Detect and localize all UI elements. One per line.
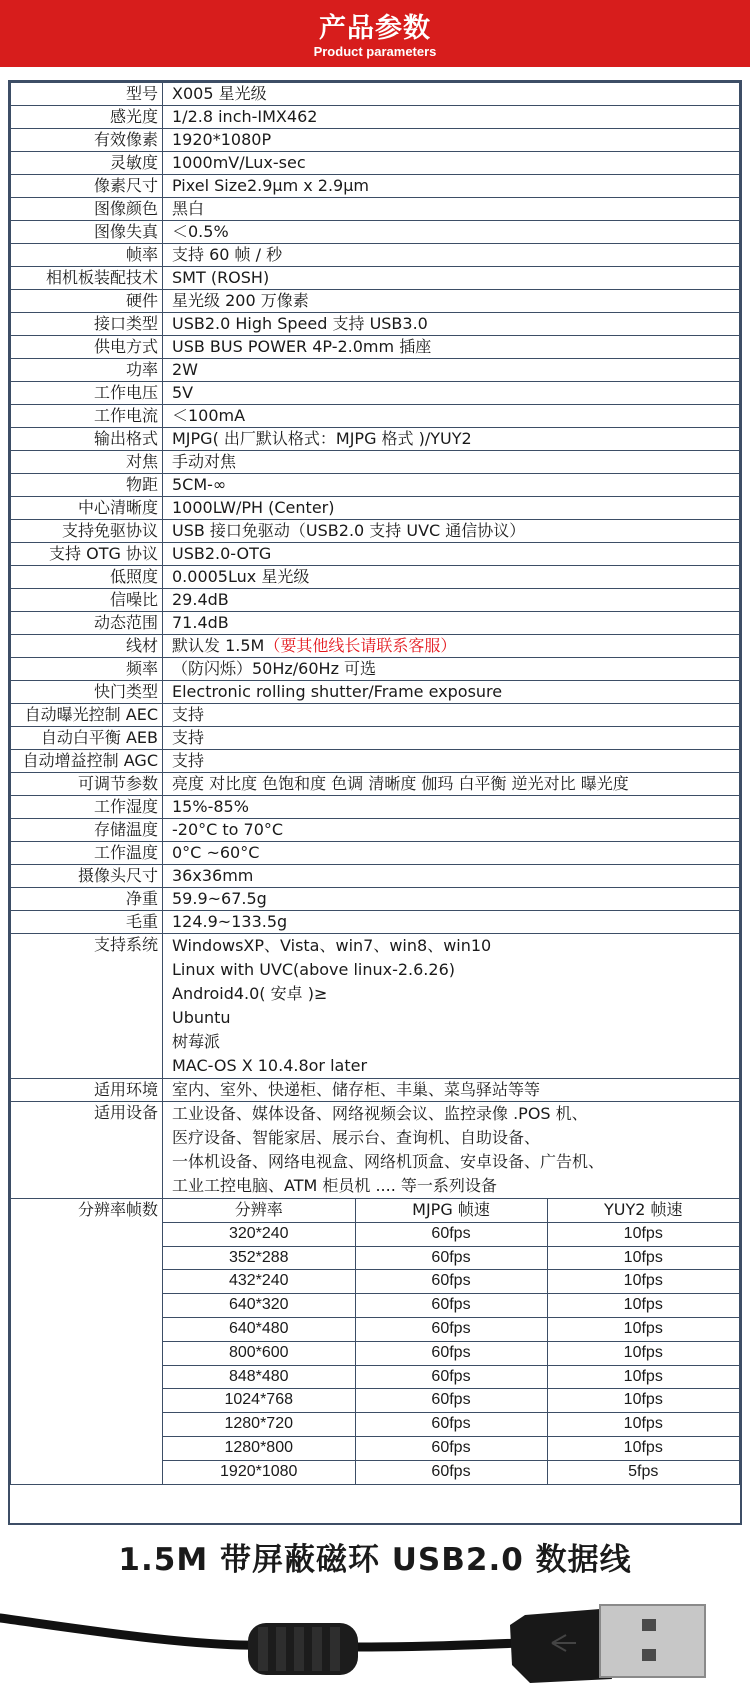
systems-line: Android4.0( 安卓 )≥: [172, 984, 328, 1003]
resolution-cell-value: 60fps: [355, 1270, 547, 1294]
resolution-cell-value: 1280*800: [163, 1436, 355, 1460]
resolution-header: 分辨率: [163, 1199, 355, 1222]
spec-row: [11, 773, 740, 796]
spec-row: [11, 589, 740, 612]
spec-label: 图像颜色: [11, 198, 163, 221]
spec-row: [11, 727, 740, 750]
resolution-cell-value: 60fps: [355, 1460, 547, 1483]
spec-value-text: USB 接口免驱动（USB2.0 支持 UVC 通信协议）: [172, 521, 526, 540]
resolution-cell-value: 432*240: [163, 1270, 355, 1294]
spec-row: [11, 842, 740, 865]
spec-value-text: ＜100mA: [172, 406, 246, 425]
spec-table: [10, 82, 740, 1485]
resolution-cell-value: 5fps: [547, 1460, 739, 1483]
spec-value-text: ＜0.5%: [172, 222, 229, 241]
spec-row: [11, 428, 740, 451]
ferrite-core-icon: [248, 1623, 358, 1675]
spec-row: [11, 681, 740, 704]
spec-value: [163, 474, 740, 497]
spec-row: [11, 106, 740, 129]
cable-caption: 1.5M 带屏蔽磁环 USB2.0 数据线: [118, 1542, 632, 1578]
spec-value: [163, 428, 740, 451]
spec-value: [163, 359, 740, 382]
spec-value-text: 1920*1080P: [172, 130, 272, 149]
spec-value: [163, 888, 740, 911]
resolution-cell: [163, 1199, 740, 1485]
spec-label: 频率: [11, 658, 163, 681]
resolution-cell-value: 1280*720: [163, 1413, 355, 1437]
spec-value: [163, 405, 740, 428]
spec-label: 供电方式: [11, 336, 163, 359]
spec-value: [163, 451, 740, 474]
spec-value: [163, 911, 740, 934]
spec-value-text: 71.4dB: [172, 613, 229, 632]
spec-value: [163, 727, 740, 750]
spec-label: 净重: [11, 888, 163, 911]
spec-value: [163, 244, 740, 267]
resolution-cell-value: 10fps: [547, 1365, 739, 1389]
spec-value: [163, 106, 740, 129]
spec-row: [11, 359, 740, 382]
resolution-cell-value: 10fps: [547, 1413, 739, 1437]
spec-row: [11, 796, 740, 819]
spec-value: [163, 819, 740, 842]
spec-row: [11, 129, 740, 152]
resolution-cell-value: 800*600: [163, 1341, 355, 1365]
spec-value: [163, 520, 740, 543]
resolution-cell-value: 1024*768: [163, 1389, 355, 1413]
resolution-data-row: [163, 1436, 739, 1460]
resolution-data-row: [163, 1222, 739, 1246]
spec-value-text: 59.9~67.5g: [172, 889, 267, 908]
banner-title-en: Product parameters: [313, 44, 437, 59]
spec-value: [163, 566, 740, 589]
spec-label: 像素尺寸: [11, 175, 163, 198]
devices-line: 工业工控电脑、ATM 柜员机 .... 等一系列设备: [172, 1176, 497, 1195]
spec-row: [11, 290, 740, 313]
spec-label: 对焦: [11, 451, 163, 474]
spec-value-text: 124.9~133.5g: [172, 912, 288, 931]
resolution-table: [163, 1199, 739, 1484]
spec-row: [11, 198, 740, 221]
spec-value-text: -20°C to 70°C: [172, 820, 284, 839]
devices-line: 工业设备、媒体设备、网络视频会议、监控录像 .POS 机、: [172, 1104, 588, 1123]
spec-row: [11, 175, 740, 198]
environment-label: 适用环境: [11, 1079, 163, 1102]
spec-value: [163, 83, 740, 106]
spec-label: 相机板装配技术: [11, 267, 163, 290]
spec-label: 硬件: [11, 290, 163, 313]
devices-line: 医疗设备、智能家居、展示台、查询机、自助设备、: [172, 1128, 541, 1147]
spec-value: [163, 589, 740, 612]
spec-label: 感光度: [11, 106, 163, 129]
systems-line: Linux with UVC(above linux-2.6.26): [172, 960, 455, 979]
spec-value-text: 支持: [172, 705, 205, 724]
spec-value-text: 0.0005Lux 星光级: [172, 567, 310, 586]
spec-label: 可调节参数: [11, 773, 163, 796]
resolution-cell-value: 60fps: [355, 1222, 547, 1246]
spec-table-frame: [8, 80, 742, 1525]
spec-value-text: MJPG( 出厂默认格式：MJPG 格式 )/YUY2: [172, 429, 472, 448]
spec-row: [11, 267, 740, 290]
resolution-header-row: [163, 1199, 739, 1222]
spec-label: 线材: [11, 635, 163, 658]
spec-value: [163, 290, 740, 313]
systems-line: 树莓派: [172, 1032, 221, 1051]
usb-plug-icon: [510, 1605, 705, 1683]
spec-row: [11, 566, 740, 589]
resolution-cell-value: 60fps: [355, 1365, 547, 1389]
spec-row: [11, 612, 740, 635]
spec-value-text: 0°C ~60°C: [172, 843, 260, 862]
spec-row: [11, 382, 740, 405]
resolution-cell-value: 10fps: [547, 1389, 739, 1413]
spec-value: [163, 865, 740, 888]
spec-value: [163, 773, 740, 796]
spec-value: [163, 152, 740, 175]
spec-label: 物距: [11, 474, 163, 497]
resolution-cell-value: 60fps: [355, 1317, 547, 1341]
spec-label: 功率: [11, 359, 163, 382]
spec-value-text: 1/2.8 inch-IMX462: [172, 107, 318, 126]
resolution-cell-value: 10fps: [547, 1270, 739, 1294]
spec-value: [163, 336, 740, 359]
spec-row: [11, 911, 740, 934]
spec-row: [11, 750, 740, 773]
spec-value-text: 2W: [172, 360, 198, 379]
spec-value-text: 15%-85%: [172, 797, 249, 816]
spec-label: 输出格式: [11, 428, 163, 451]
devices-value: [163, 1102, 740, 1199]
spec-label: 支持免驱协议: [11, 520, 163, 543]
spec-label: 自动增益控制 AGC: [11, 750, 163, 773]
spec-value: [163, 796, 740, 819]
resolution-data-row: [163, 1389, 739, 1413]
resolution-header: YUY2 帧速: [547, 1199, 739, 1222]
resolution-cell-value: 60fps: [355, 1389, 547, 1413]
resolution-data-row: [163, 1365, 739, 1389]
spec-value-text: 星光级 200 万像素: [172, 291, 309, 310]
spec-label: 工作温度: [11, 842, 163, 865]
resolution-cell-value: 10fps: [547, 1222, 739, 1246]
spec-value: [163, 704, 740, 727]
devices-row: [11, 1102, 740, 1199]
resolution-cell-value: 10fps: [547, 1246, 739, 1270]
spec-value-text: Pixel Size2.9μm x 2.9μm: [172, 176, 369, 195]
spec-value: [163, 842, 740, 865]
spec-value: [163, 267, 740, 290]
spec-label: 帧率: [11, 244, 163, 267]
spec-row: [11, 497, 740, 520]
resolution-cell-value: 60fps: [355, 1341, 547, 1365]
spec-row: [11, 405, 740, 428]
spec-row: [11, 313, 740, 336]
spec-label: 接口类型: [11, 313, 163, 336]
spec-row: [11, 244, 740, 267]
spec-value-text: 黑白: [172, 199, 205, 218]
resolution-data-row: [163, 1460, 739, 1483]
spec-row: [11, 152, 740, 175]
resolution-data-row: [163, 1246, 739, 1270]
spec-label: 工作电压: [11, 382, 163, 405]
resolution-data-row: [163, 1341, 739, 1365]
spec-value: [163, 221, 740, 244]
spec-value: [163, 198, 740, 221]
resolution-cell-value: 1920*1080: [163, 1460, 355, 1483]
spec-value-text: （防闪烁）50Hz/60Hz 可选: [172, 659, 377, 678]
systems-line: MAC-OS X 10.4.8or later: [172, 1056, 368, 1075]
systems-row: [11, 934, 740, 1079]
resolution-data-row: [163, 1317, 739, 1341]
spec-row: [11, 520, 740, 543]
spec-label: 中心清晰度: [11, 497, 163, 520]
spec-value-text: 36x36mm: [172, 866, 254, 885]
spec-value-text: 29.4dB: [172, 590, 229, 609]
spec-value-text: 5CM-∞: [172, 475, 227, 494]
resolution-cell-value: 60fps: [355, 1413, 547, 1437]
devices-line: 一体机设备、网络电视盒、网络机顶盒、安卓设备、广告机、: [172, 1152, 605, 1171]
spec-label: 自动曝光控制 AEC: [11, 704, 163, 727]
resolution-cell-value: 10fps: [547, 1341, 739, 1365]
environment-row: [11, 1079, 740, 1102]
spec-label: 毛重: [11, 911, 163, 934]
spec-row: [11, 83, 740, 106]
systems-label: 支持系统: [11, 934, 163, 1079]
spec-label: 图像失真: [11, 221, 163, 244]
spec-value-text: Electronic rolling shutter/Frame exposure: [172, 682, 503, 701]
spec-value-text: USB2.0-OTG: [172, 544, 272, 563]
spec-row: [11, 221, 740, 244]
resolution-header: MJPG 帧速: [355, 1199, 547, 1222]
spec-label: 快门类型: [11, 681, 163, 704]
spec-label: 低照度: [11, 566, 163, 589]
resolution-cell-value: 10fps: [547, 1436, 739, 1460]
spec-row: [11, 451, 740, 474]
header-banner: [0, 0, 750, 67]
spec-value-text: 支持: [172, 751, 205, 770]
spec-label: 信噪比: [11, 589, 163, 612]
spec-note: （要其他线长请联系客服）: [264, 636, 457, 655]
resolution-cell-value: 60fps: [355, 1436, 547, 1460]
usb-cable-image: [0, 1585, 750, 1683]
spec-value-text: 支持 60 帧 / 秒: [172, 245, 283, 264]
spec-value-text: USB BUS POWER 4P-2.0mm 插座: [172, 337, 432, 356]
spec-row: [11, 865, 740, 888]
spec-row: [11, 635, 740, 658]
spec-label: 摄像头尺寸: [11, 865, 163, 888]
spec-value-text: 手动对焦: [172, 452, 237, 471]
spec-row: [11, 704, 740, 727]
spec-row: [11, 888, 740, 911]
resolution-cell-value: 848*480: [163, 1365, 355, 1389]
environment-value: 室内、室外、快递柜、储存柜、丰巢、菜鸟驿站等等: [163, 1079, 740, 1102]
spec-value: [163, 382, 740, 405]
spec-label: 存储温度: [11, 819, 163, 842]
resolution-data-row: [163, 1294, 739, 1318]
spec-label: 动态范围: [11, 612, 163, 635]
spec-label: 自动白平衡 AEB: [11, 727, 163, 750]
spec-value: [163, 612, 740, 635]
spec-value-text: 默认发 1.5M: [172, 636, 265, 655]
spec-value-text: 亮度 对比度 色饱和度 色调 清晰度 伽玛 白平衡 逆光对比 曝光度: [172, 774, 629, 793]
banner-title-cn: 产品参数: [319, 13, 431, 44]
resolution-cell-value: 640*480: [163, 1317, 355, 1341]
resolution-cell-value: 640*320: [163, 1294, 355, 1318]
spec-label: 有效像素: [11, 129, 163, 152]
spec-label: 型号: [11, 83, 163, 106]
spec-value: [163, 681, 740, 704]
spec-label: 工作湿度: [11, 796, 163, 819]
resolution-cell-value: 320*240: [163, 1222, 355, 1246]
spec-value-text: X005 星光级: [172, 84, 267, 103]
devices-label: 适用设备: [11, 1102, 163, 1199]
spec-label: 支持 OTG 协议: [11, 543, 163, 566]
spec-value: [163, 543, 740, 566]
spec-label: 灵敏度: [11, 152, 163, 175]
spec-value-text: USB2.0 High Speed 支持 USB3.0: [172, 314, 428, 333]
spec-row: [11, 336, 740, 359]
resolution-cell-value: 10fps: [547, 1317, 739, 1341]
spec-value: [163, 658, 740, 681]
spec-row: [11, 474, 740, 497]
spec-value-text: 1000mV/Lux-sec: [172, 153, 306, 172]
systems-line: Ubuntu: [172, 1008, 231, 1027]
resolution-row: [11, 1199, 740, 1485]
spec-label: 工作电流: [11, 405, 163, 428]
resolution-cell-value: 60fps: [355, 1294, 547, 1318]
resolution-label: 分辨率帧数: [11, 1199, 163, 1485]
spec-value: [163, 497, 740, 520]
spec-value-text: 支持: [172, 728, 205, 747]
spec-value: [163, 635, 740, 658]
resolution-cell-value: 352*288: [163, 1246, 355, 1270]
spec-row: [11, 819, 740, 842]
systems-line: WindowsXP、Vista、win7、win8、win10: [172, 936, 492, 955]
spec-value: [163, 313, 740, 336]
systems-value: [163, 934, 740, 1079]
spec-value-text: 1000LW/PH (Center): [172, 498, 335, 517]
spec-value: [163, 175, 740, 198]
resolution-cell-value: 10fps: [547, 1294, 739, 1318]
resolution-cell-value: 60fps: [355, 1246, 547, 1270]
resolution-data-row: [163, 1270, 739, 1294]
spec-value: [163, 750, 740, 773]
spec-value-text: 5V: [172, 383, 194, 402]
spec-row: [11, 543, 740, 566]
spec-value: [163, 129, 740, 152]
spec-value-text: SMT (ROSH): [172, 268, 270, 287]
spec-row: [11, 658, 740, 681]
resolution-data-row: [163, 1413, 739, 1437]
